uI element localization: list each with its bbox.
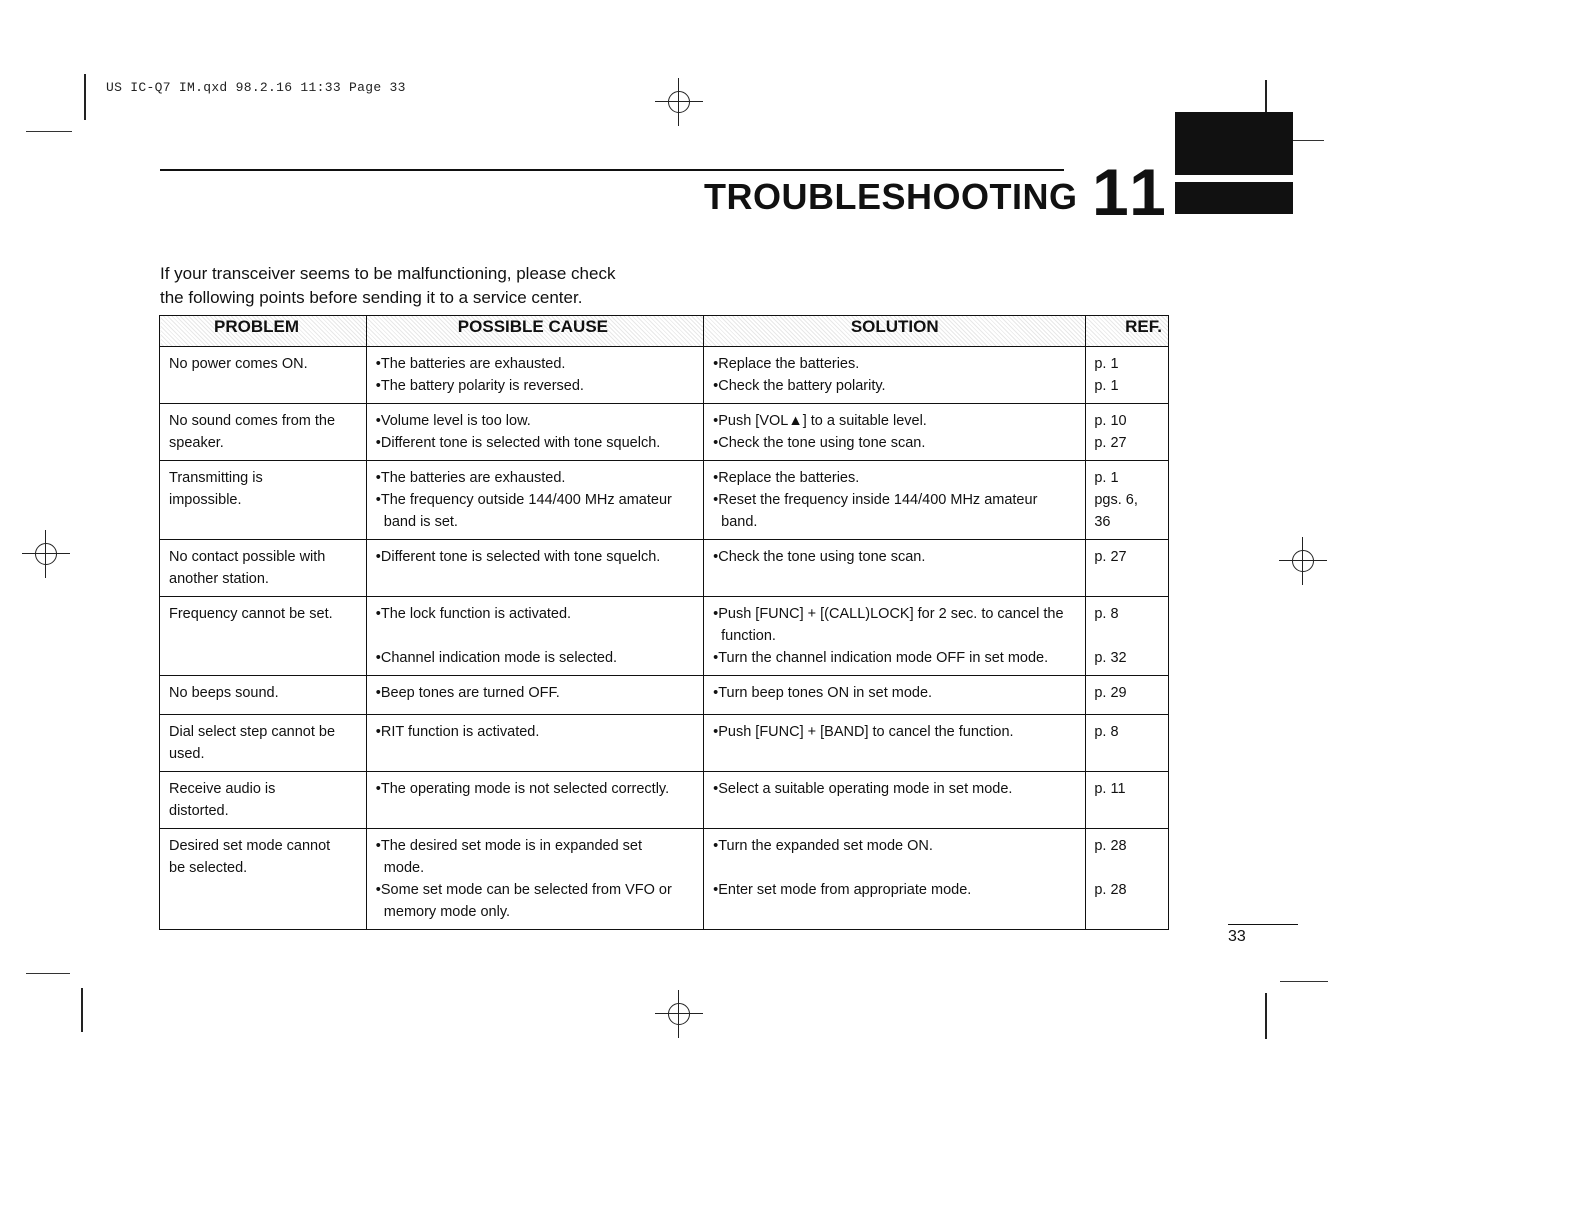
cause-line: •Some set mode can be selected from VFO or [375,882,672,898]
cause-line [376,625,697,647]
solution-cell [704,404,1086,461]
cause-line: mode. [383,860,425,876]
table-row [160,772,1169,829]
cause-cell [366,540,703,597]
page-number: 33 [1228,928,1246,945]
cause-cell [366,715,703,772]
intro-line: If your transceiver seems to be malfunctioning, please check [160,264,616,283]
ref-line: p. 27 [1094,549,1127,565]
solution-cell [704,597,1086,676]
problem-cell [160,676,367,715]
cause-line: band is set. [383,514,458,530]
solution-line: •Push [FUNC] + [(CALL)LOCK] for 2 sec. to cancel the [713,606,1064,622]
file-slug: US IC-Q7 IM.qxd 98.2.16 11:33 Page 33 [106,80,406,95]
problem-line: No power comes ON. [169,356,308,372]
table-row [160,540,1169,597]
solution-line: •Replace the batteries. [713,470,860,486]
ref-cell [1086,347,1169,404]
ref-cell [1086,461,1169,540]
ref-cell [1086,540,1169,597]
cause-line: •The frequency outside 144/400 MHz amateur [375,492,672,508]
ref-line: p. 29 [1094,685,1127,701]
ref-line: p. 27 [1094,435,1127,451]
crop-mark [84,74,86,120]
crop-mark [26,131,72,132]
problem-cell [160,347,367,404]
solution-cell [704,540,1086,597]
intro-line: the following points before sending it to a service center. [160,288,583,307]
solution-cell [704,461,1086,540]
problem-cell [160,597,367,676]
cause-line: •The batteries are exhausted. [375,356,566,372]
solution-line: •Check the tone using tone scan. [713,435,926,451]
cause-line: •Different tone is selected with tone squelch. [375,549,661,565]
cause-line: •Volume level is too low. [375,413,531,429]
table-row [160,715,1169,772]
solution-line: •Enter set mode from appropriate mode. [713,882,972,898]
ref-line: p. 1 [1094,470,1119,486]
table-row [160,347,1169,404]
solution-line: band. [721,514,758,530]
problem-line: be selected. [169,860,248,876]
crop-mark [81,988,83,1032]
problem-cell [160,540,367,597]
problem-line: No contact possible with [169,549,326,565]
problem-line: speaker. [169,435,224,451]
table-header-row [160,316,1169,347]
problem-line: No beeps sound. [169,685,279,701]
chapter-title: TROUBLESHOOTING [704,176,1078,217]
problem-line: Dial select step cannot be [169,724,336,740]
header-possible-cause: POSSIBLE CAUSE [366,316,703,347]
cause-line: •Channel indication mode is selected. [375,650,618,666]
table-row [160,597,1169,676]
cause-line: •RIT function is activated. [375,724,540,740]
cause-line: •The batteries are exhausted. [375,470,566,486]
ref-line: p. 32 [1094,650,1127,666]
solution-cell [704,772,1086,829]
troubleshooting-table [159,315,1169,930]
solution-line: •Push [FUNC] + [BAND] to cancel the function. [713,724,1014,740]
ref-line: pgs. 6, [1094,492,1138,508]
problem-line: distorted. [169,803,229,819]
ref-cell [1086,829,1169,930]
cause-cell [366,347,703,404]
ref-cell [1086,597,1169,676]
table-row [160,404,1169,461]
problem-line: Transmitting is [169,470,263,486]
header-ref: REF. [1086,316,1169,347]
problem-line: another station. [169,571,269,587]
solution-line: •Check the battery polarity. [713,378,886,394]
problem-line: impossible. [169,492,242,508]
crop-mark [1280,981,1328,982]
intro-paragraph [160,262,720,310]
solution-line: •Replace the batteries. [713,356,860,372]
title-rule [160,169,1064,171]
ref-cell [1086,404,1169,461]
solution-cell [704,715,1086,772]
solution-cell [704,347,1086,404]
problem-cell [160,715,367,772]
ref-line [1094,857,1162,879]
problem-line: Frequency cannot be set. [169,606,333,622]
problem-line: used. [169,746,205,762]
ref-line: p. 1 [1094,356,1119,372]
ref-line: 36 [1094,514,1111,530]
solution-cell [704,829,1086,930]
ref-cell [1086,715,1169,772]
cause-line: •The lock function is activated. [375,606,572,622]
solution-line [713,857,1079,879]
registration-mark-right [1279,537,1327,585]
ref-line: p. 8 [1094,606,1119,622]
solution-line: •Reset the frequency inside 144/400 MHz amateur [713,492,1038,508]
problem-cell [160,461,367,540]
crop-mark [1265,993,1267,1039]
registration-mark-bottom [655,990,703,1038]
problem-cell [160,772,367,829]
header-problem: PROBLEM [160,316,367,347]
ref-cell [1086,676,1169,715]
ref-line: p. 11 [1094,781,1126,797]
table-row [160,461,1169,540]
cause-line: •The operating mode is not selected correctly. [375,781,670,797]
problem-line: Receive audio is [169,781,276,797]
ref-line: p. 1 [1094,378,1119,394]
crop-mark [26,973,70,974]
cause-line: •Beep tones are turned OFF. [375,685,560,701]
problem-line: No sound comes from the [169,413,336,429]
problem-line: Desired set mode cannot [169,838,331,854]
ref-cell [1086,772,1169,829]
ref-line: p. 28 [1094,882,1127,898]
solution-line: •Turn the channel indication mode OFF in set mode. [713,650,1049,666]
ref-line: p. 8 [1094,724,1119,740]
solution-line: •Push [VOL▲] to a suitable level. [713,413,927,429]
solution-line: function. [721,628,776,644]
ref-line: p. 10 [1094,413,1127,429]
ref-line [1094,625,1162,647]
chapter-tab-marker [1175,182,1293,214]
table-row [160,829,1169,930]
registration-mark-left [22,530,70,578]
cause-cell [366,772,703,829]
cause-line: memory mode only. [383,904,511,920]
table-row [160,676,1169,715]
cause-cell [366,461,703,540]
problem-cell [160,829,367,930]
ref-line: p. 28 [1094,838,1127,854]
problem-cell [160,404,367,461]
solution-cell [704,676,1086,715]
chapter-number: 11 [1092,155,1170,229]
cause-cell [366,676,703,715]
cause-cell [366,829,703,930]
chapter-tab-marker [1175,112,1293,175]
solution-line: •Select a suitable operating mode in set mode. [713,781,1013,797]
solution-line: •Turn beep tones ON in set mode. [713,685,933,701]
cause-line: •The battery polarity is reversed. [375,378,584,394]
solution-line: •Turn the expanded set mode ON. [713,838,933,854]
cause-line: •Different tone is selected with tone squelch. [375,435,661,451]
header-solution: SOLUTION [704,316,1086,347]
page-number-rule [1228,924,1298,925]
cause-line: •The desired set mode is in expanded set [375,838,643,854]
cause-cell [366,404,703,461]
cause-cell [366,597,703,676]
registration-mark-top [655,78,703,126]
solution-line: •Check the tone using tone scan. [713,549,926,565]
